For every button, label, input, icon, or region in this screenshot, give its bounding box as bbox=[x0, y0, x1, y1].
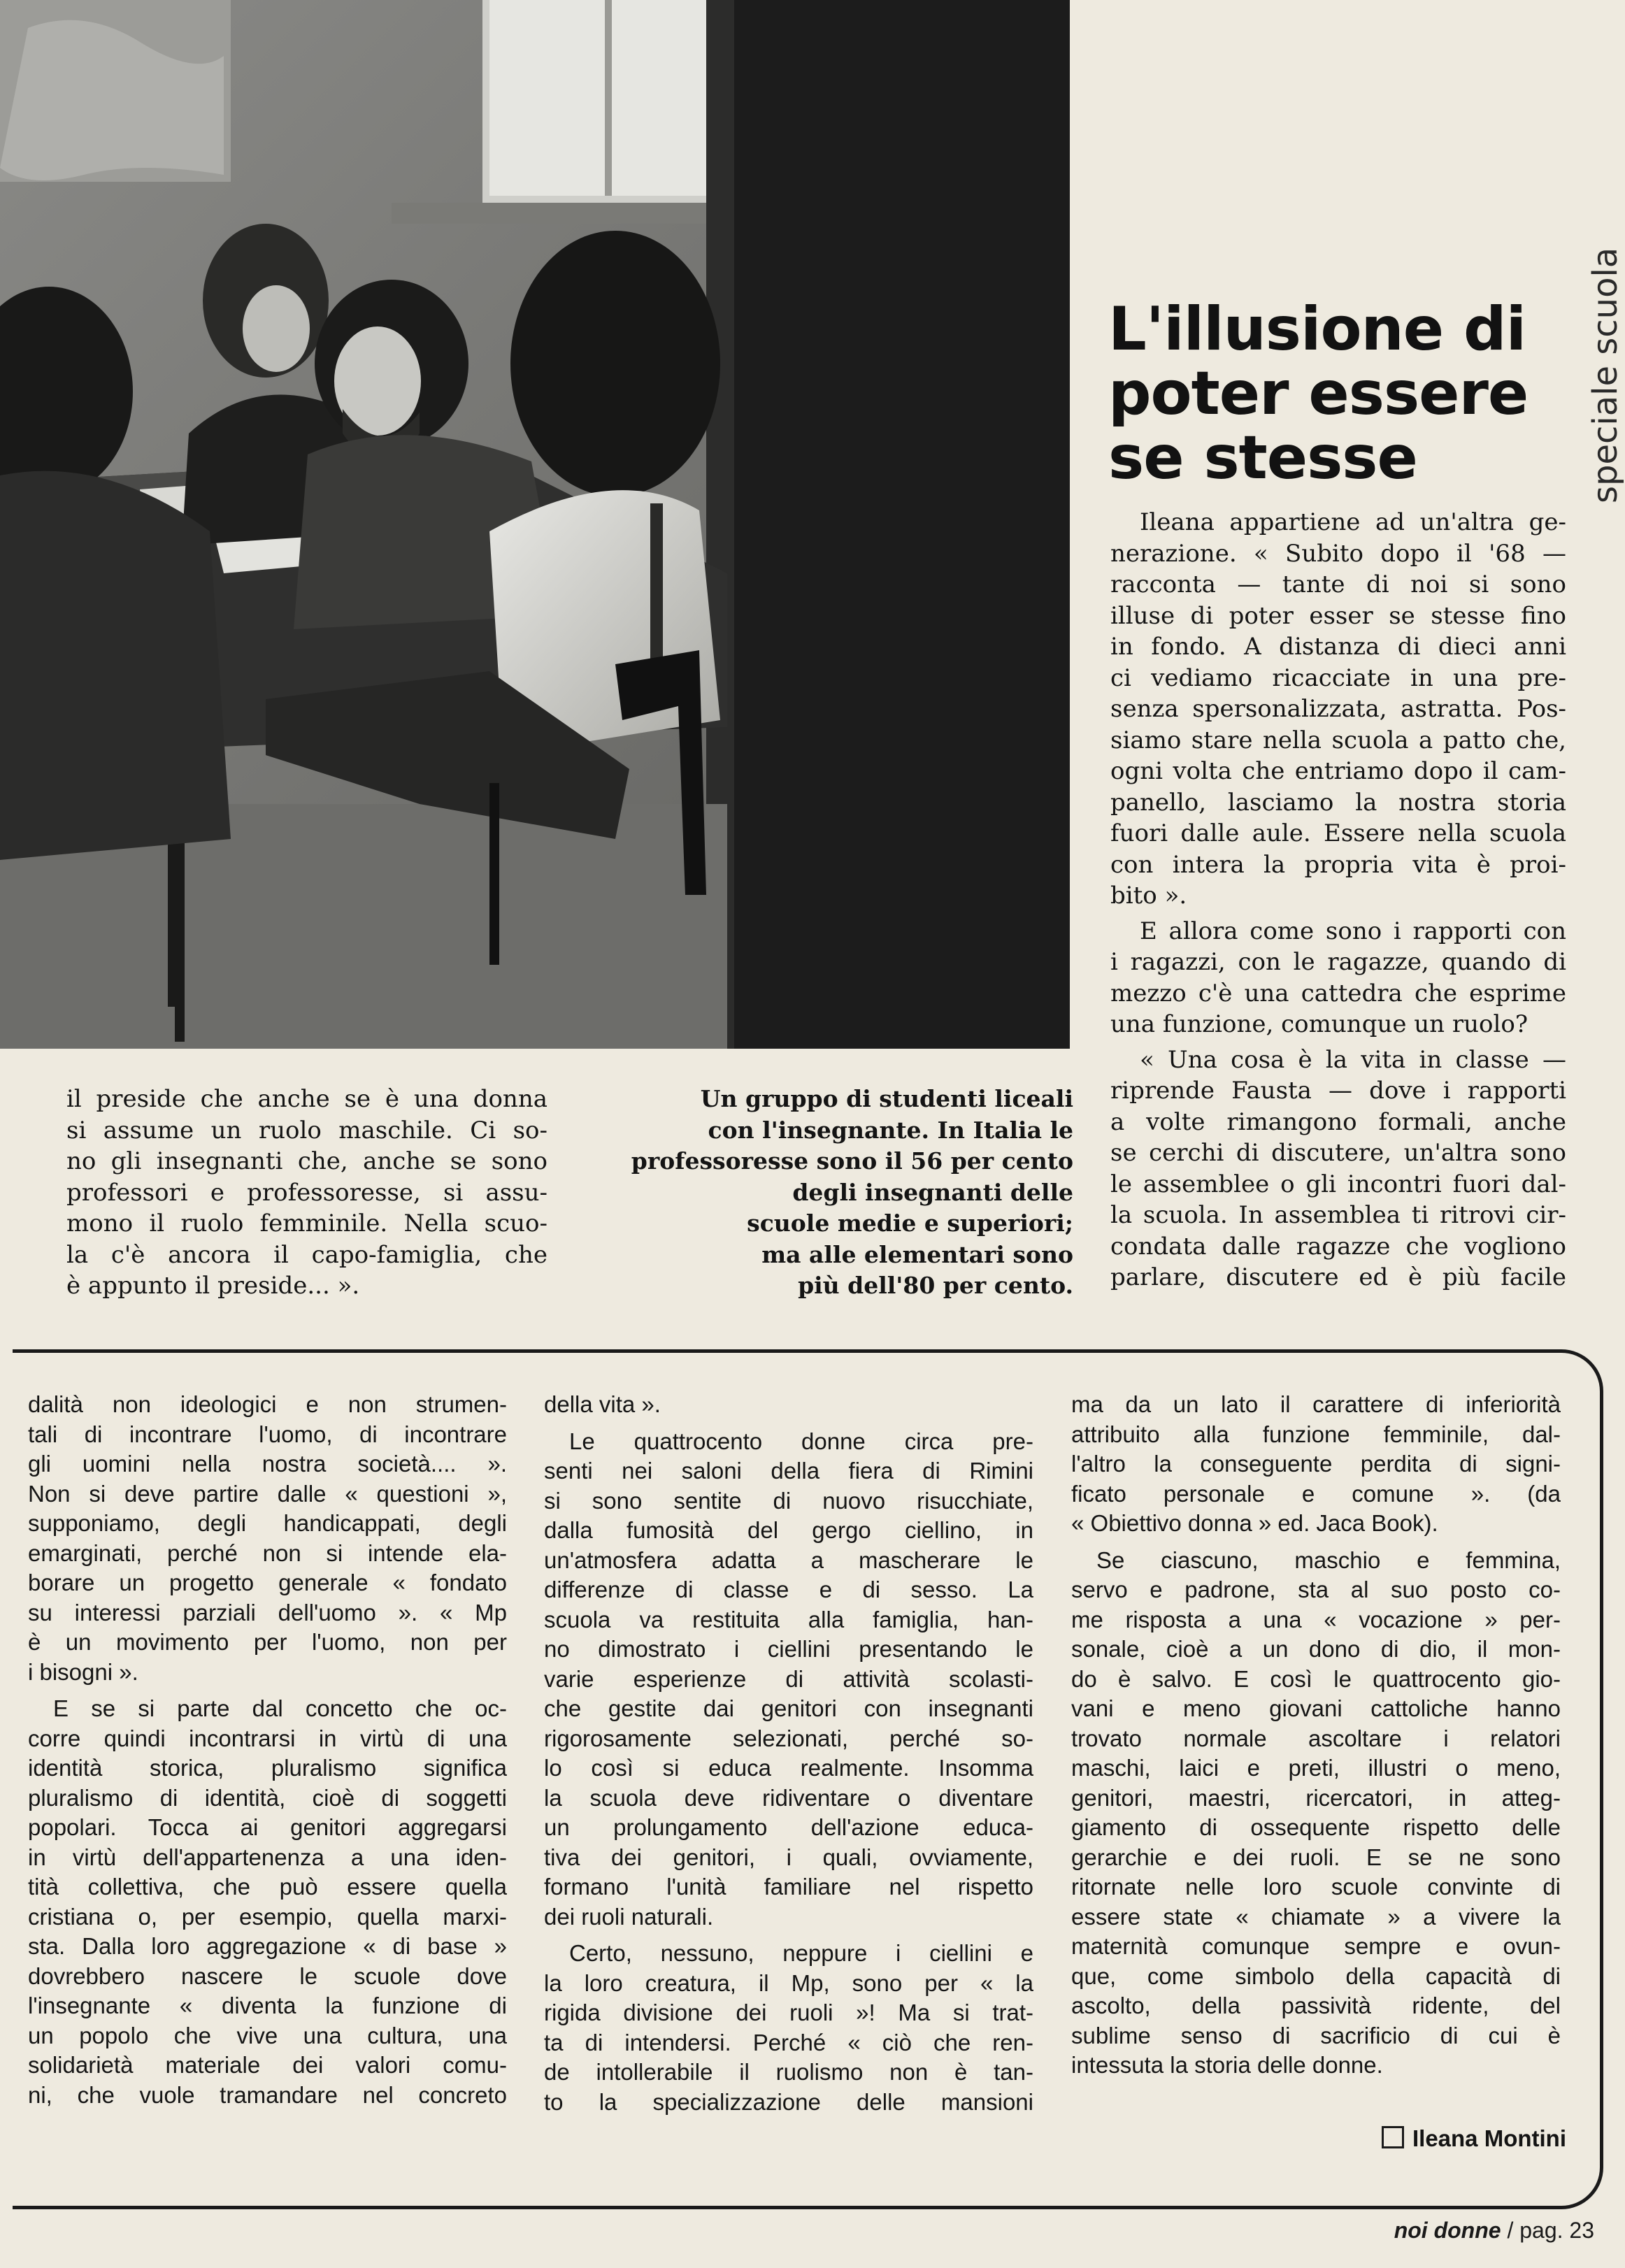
headline-line: se stesse bbox=[1108, 423, 1417, 493]
text-line: a volte rimangono formali, anche bbox=[1110, 1107, 1566, 1136]
text-line: nerazione. « Subito dopo il '68 — bbox=[1110, 539, 1566, 568]
text-line: cristiana o, per esempio, quella marxi- bbox=[28, 1903, 507, 1930]
caption-line: con l'insegnante. In Italia le bbox=[708, 1116, 1073, 1144]
text-line: un'atmosfera adatta a mascherare le bbox=[544, 1546, 1033, 1573]
text-line: la scuola. In assemblea ti ritrovi cir- bbox=[1110, 1201, 1566, 1229]
text-line: la scuola deve ridiventare o diventare bbox=[544, 1784, 1033, 1811]
text-line: un popolo che vive una cultura, una bbox=[28, 2022, 507, 2048]
text-line: della vita ». bbox=[544, 1391, 661, 1417]
text-line: que, come simbolo della capacità di bbox=[1071, 1962, 1561, 1989]
text-line: pluralismo di identità, cioè di soggetti bbox=[28, 1784, 507, 1811]
text-line: ci vediamo ricacciate in una pre- bbox=[1110, 663, 1566, 692]
section-side-label: speciale scuola bbox=[1586, 247, 1625, 503]
text-line: no dimostrato i ciellini presentando le bbox=[544, 1636, 1033, 1662]
text-line: l'altro la conseguente perdita di signi- bbox=[1071, 1451, 1561, 1477]
box-column-2 bbox=[544, 1390, 1033, 2117]
text-line: dalla fumosità del gergo ciellino, in bbox=[544, 1517, 1033, 1543]
classroom-photo bbox=[0, 0, 1070, 1049]
caption-line: più dell'80 per cento. bbox=[798, 1272, 1073, 1299]
caption-line: scuole medie e superiori; bbox=[747, 1210, 1073, 1237]
page-footer bbox=[1370, 2218, 1594, 2244]
text-line: panello, lasciamo la nostra storia bbox=[1110, 788, 1566, 817]
caption-line: Un gruppo di studenti liceali bbox=[700, 1085, 1073, 1112]
text-line: popolari. Tocca ai genitori aggregarsi bbox=[28, 1814, 507, 1840]
photo-caption bbox=[584, 1084, 1073, 1302]
text-line: professori e professoresse, si assu- bbox=[66, 1178, 547, 1207]
text-line: parlare, discutere ed è più facile bbox=[1110, 1263, 1566, 1291]
text-line: ma da un lato il carattere di inferiorità bbox=[1071, 1391, 1561, 1417]
text-line: tali di incontrare l'uomo, di incontrare bbox=[28, 1421, 507, 1447]
caption-line: degli insegnanti delle bbox=[792, 1178, 1073, 1206]
author-name: Ileana Montini bbox=[1412, 2125, 1566, 2151]
paragraph bbox=[1110, 916, 1566, 1040]
text-line: intessuta la storia delle donne. bbox=[1071, 2052, 1383, 2078]
text-line: servo e padrone, sta al suo posto co- bbox=[1071, 1577, 1561, 1602]
text-line: do è salvo. E così le quattrocento gio- bbox=[1071, 1665, 1561, 1692]
text-line: senza spersonalizzata, astratta. Pos- bbox=[1110, 695, 1566, 723]
text-line: sonale, cioè a un dono di dio, il mon- bbox=[1071, 1636, 1561, 1662]
text-line: l'insegnante « diventa la funzione di bbox=[28, 1993, 507, 2018]
text-line: in virtù dell'appartenenza a una iden- bbox=[28, 1844, 507, 1870]
text-line: gli uomini nella nostra società.... ». bbox=[28, 1451, 507, 1477]
caption-line: professoresse sono il 56 per cento bbox=[631, 1147, 1073, 1175]
text-line: maschi, laici e preti, illustri o meno, bbox=[1071, 1755, 1561, 1781]
text-line: illuse di poter esser se stesse fino bbox=[1110, 601, 1566, 630]
text-line: maternità comunque sempre e ovun- bbox=[1071, 1933, 1561, 1959]
text-line: bito ». bbox=[1110, 882, 1187, 910]
text-line: si assume un ruolo maschile. Ci so- bbox=[66, 1116, 547, 1144]
text-line: che gestite dai genitori con insegnanti bbox=[544, 1695, 1033, 1721]
text-line: i bisogni ». bbox=[28, 1658, 138, 1685]
text-line: dei ruoli naturali. bbox=[544, 1903, 714, 1930]
text-line: de intollerabile il ruolismo non è tan- bbox=[544, 2059, 1033, 2085]
text-line: E se si parte dal concetto che oc- bbox=[53, 1695, 507, 1721]
text-line: ogni volta che entriamo dopo il cam- bbox=[1110, 757, 1566, 785]
text-line: vani e meno giovani cattoliche hanno bbox=[1071, 1695, 1561, 1721]
author-signature bbox=[1356, 2125, 1566, 2152]
headline-line: poter essere bbox=[1108, 359, 1529, 429]
text-line: differenze di classe e di sesso. La bbox=[544, 1577, 1033, 1602]
text-line: sublime senso di sacrificio di cui è bbox=[1071, 2022, 1561, 2048]
text-line: identità storica, pluralismo significa bbox=[28, 1755, 507, 1781]
box-column-1 bbox=[28, 1390, 507, 2110]
left-continuation-text bbox=[66, 1084, 547, 1302]
text-line: attribuito alla funzione femminile, dal- bbox=[1071, 1421, 1561, 1447]
text-line: mezzo c'è una cattedra che esprime bbox=[1110, 979, 1566, 1007]
text-line: corre quindi incontrarsi in virtù di una bbox=[28, 1725, 507, 1751]
text-line: ficato personale e comune ». (da bbox=[1071, 1480, 1561, 1507]
text-line: tità collettiva, che può essere quella bbox=[28, 1874, 507, 1900]
text-line: formano l'unità familiare nel rispetto bbox=[544, 1874, 1033, 1900]
text-line: i ragazzi, con le ragazze, quando di bbox=[1110, 948, 1566, 976]
text-line: ascolto, della passività ridente, del bbox=[1071, 1993, 1561, 2018]
article-headline bbox=[1108, 294, 1598, 493]
text-line: borare un progetto generale « fondato bbox=[28, 1570, 507, 1595]
text-line: « Una cosa è la vita in classe — bbox=[1140, 1045, 1566, 1074]
text-line: essere state « chiamate » a vivere la bbox=[1071, 1903, 1561, 1930]
text-line: è appunto il preside... ». bbox=[66, 1272, 360, 1300]
paragraph-gap bbox=[544, 1420, 1033, 1427]
paragraph bbox=[1110, 1045, 1566, 1293]
text-line: un prolungamento dell'azione educa- bbox=[544, 1814, 1033, 1840]
text-line: è un movimento per l'uomo, non per bbox=[28, 1629, 507, 1655]
text-line: una funzione, comunque un ruolo? bbox=[1110, 1010, 1529, 1038]
paragraph-gap bbox=[28, 1687, 507, 1694]
right-column-text bbox=[1110, 507, 1566, 1293]
box-column-3 bbox=[1071, 1390, 1561, 2081]
text-line: la loro creatura, il Mp, sono per « la bbox=[544, 1969, 1033, 1996]
text-line: le assemblee o gli incontri fuori dal- bbox=[1110, 1170, 1566, 1198]
text-line: Le quattrocento donne circa pre- bbox=[569, 1428, 1033, 1454]
text-line: rigida divisione dei ruoli »! Ma si trat- bbox=[544, 2000, 1033, 2025]
page-number: / pag. 23 bbox=[1507, 2218, 1594, 2243]
text-line: ni, che vuole tramandare nel concreto bbox=[28, 2081, 507, 2108]
text-line: condata dalle ragazze che vogliono bbox=[1110, 1232, 1566, 1261]
text-line: riprende Fausta — dove i rapporti bbox=[1110, 1077, 1566, 1105]
text-line: siamo stare nella scuola a patto che, bbox=[1110, 726, 1566, 754]
text-line: racconta — tante di noi si sono bbox=[1110, 570, 1566, 598]
magazine-name: noi donne bbox=[1394, 2218, 1501, 2243]
text-line: il preside che anche se è una donna bbox=[66, 1085, 547, 1113]
text-line: su interessi parziali dell'uomo ». « Mp bbox=[28, 1599, 507, 1625]
text-line: supponiamo, degli handicappati, degli bbox=[28, 1510, 507, 1536]
text-line: tiva dei genitori, i quali, ovviamente, bbox=[544, 1844, 1033, 1870]
text-line: to la specializzazione delle mansioni bbox=[544, 2088, 1033, 2115]
text-line: se cerchi di discutere, un'altra sono bbox=[1110, 1139, 1566, 1167]
text-line: me risposta a una « vocazione » per- bbox=[1071, 1606, 1561, 1632]
text-line: Non si deve partire dalle « questioni », bbox=[28, 1480, 507, 1507]
text-line: mono il ruolo femminile. Nella scuo- bbox=[66, 1210, 547, 1237]
text-line: si sono sentite di nuovo risucchiate, bbox=[544, 1487, 1033, 1514]
text-line: rigorosamente selezionati, perché so- bbox=[544, 1725, 1033, 1751]
text-line: scuola va restituita alla famiglia, han- bbox=[544, 1606, 1033, 1632]
text-line: trovato normale ascoltare i relatori bbox=[1071, 1725, 1561, 1751]
text-line: emarginati, perché non si intende ela- bbox=[28, 1539, 507, 1566]
text-line: dalità non ideologici e non strumen- bbox=[28, 1391, 507, 1417]
text-line: giamento di ossequente rispetto delle bbox=[1071, 1814, 1561, 1840]
text-line: E allora come sono i rapporti con bbox=[1140, 917, 1566, 945]
text-line: sta. Dalla loro aggregazione « di base » bbox=[28, 1933, 507, 1959]
text-line: no gli insegnanti che, anche se sono bbox=[66, 1147, 547, 1175]
caption-line: ma alle elementari sono bbox=[761, 1240, 1073, 1268]
text-line: solidarietà materiale dei valori comu- bbox=[28, 2052, 507, 2078]
text-line: « Obiettivo donna » ed. Jaca Book). bbox=[1071, 1510, 1438, 1536]
text-line: la c'è ancora il capo-famiglia, che bbox=[66, 1240, 547, 1269]
paragraph-gap bbox=[544, 1932, 1033, 1939]
headline-line: L'illusione di bbox=[1108, 294, 1526, 364]
text-line: Ileana appartiene ad un'altra ge- bbox=[1140, 508, 1566, 536]
text-line: ta di intendersi. Perché « ciò che ren- bbox=[544, 2029, 1033, 2055]
text-line: fuori dalle aule. Essere nella scuola bbox=[1110, 819, 1566, 847]
text-line: varie esperienze di attività scolasti- bbox=[544, 1665, 1033, 1692]
text-line: genitori, maestri, ricercatori, in atteg- bbox=[1071, 1784, 1561, 1811]
paragraph bbox=[1110, 507, 1566, 912]
text-line: dovrebbero nascere le scuole dove bbox=[28, 1962, 507, 1989]
text-line: in fondo. A distanza di dieci anni bbox=[1110, 633, 1566, 661]
checkbox-square-icon bbox=[1382, 2126, 1404, 2148]
text-line: ritornate nelle loro scuole convinte di bbox=[1071, 1874, 1561, 1900]
text-line: gerarchie e dei ruoli. E se ne sono bbox=[1071, 1844, 1561, 1870]
text-line: senti nei saloni della fiera di Rimini bbox=[544, 1458, 1033, 1484]
text-line: Se ciascuno, maschio e femmina, bbox=[1096, 1546, 1561, 1573]
text-line: Certo, nessuno, neppure i ciellini e bbox=[569, 1940, 1033, 1966]
paragraph-gap bbox=[1071, 1539, 1561, 1546]
text-line: con intera la propria vita è proi- bbox=[1110, 850, 1566, 879]
text-line: lo così si educa realmente. Insomma bbox=[544, 1755, 1033, 1781]
